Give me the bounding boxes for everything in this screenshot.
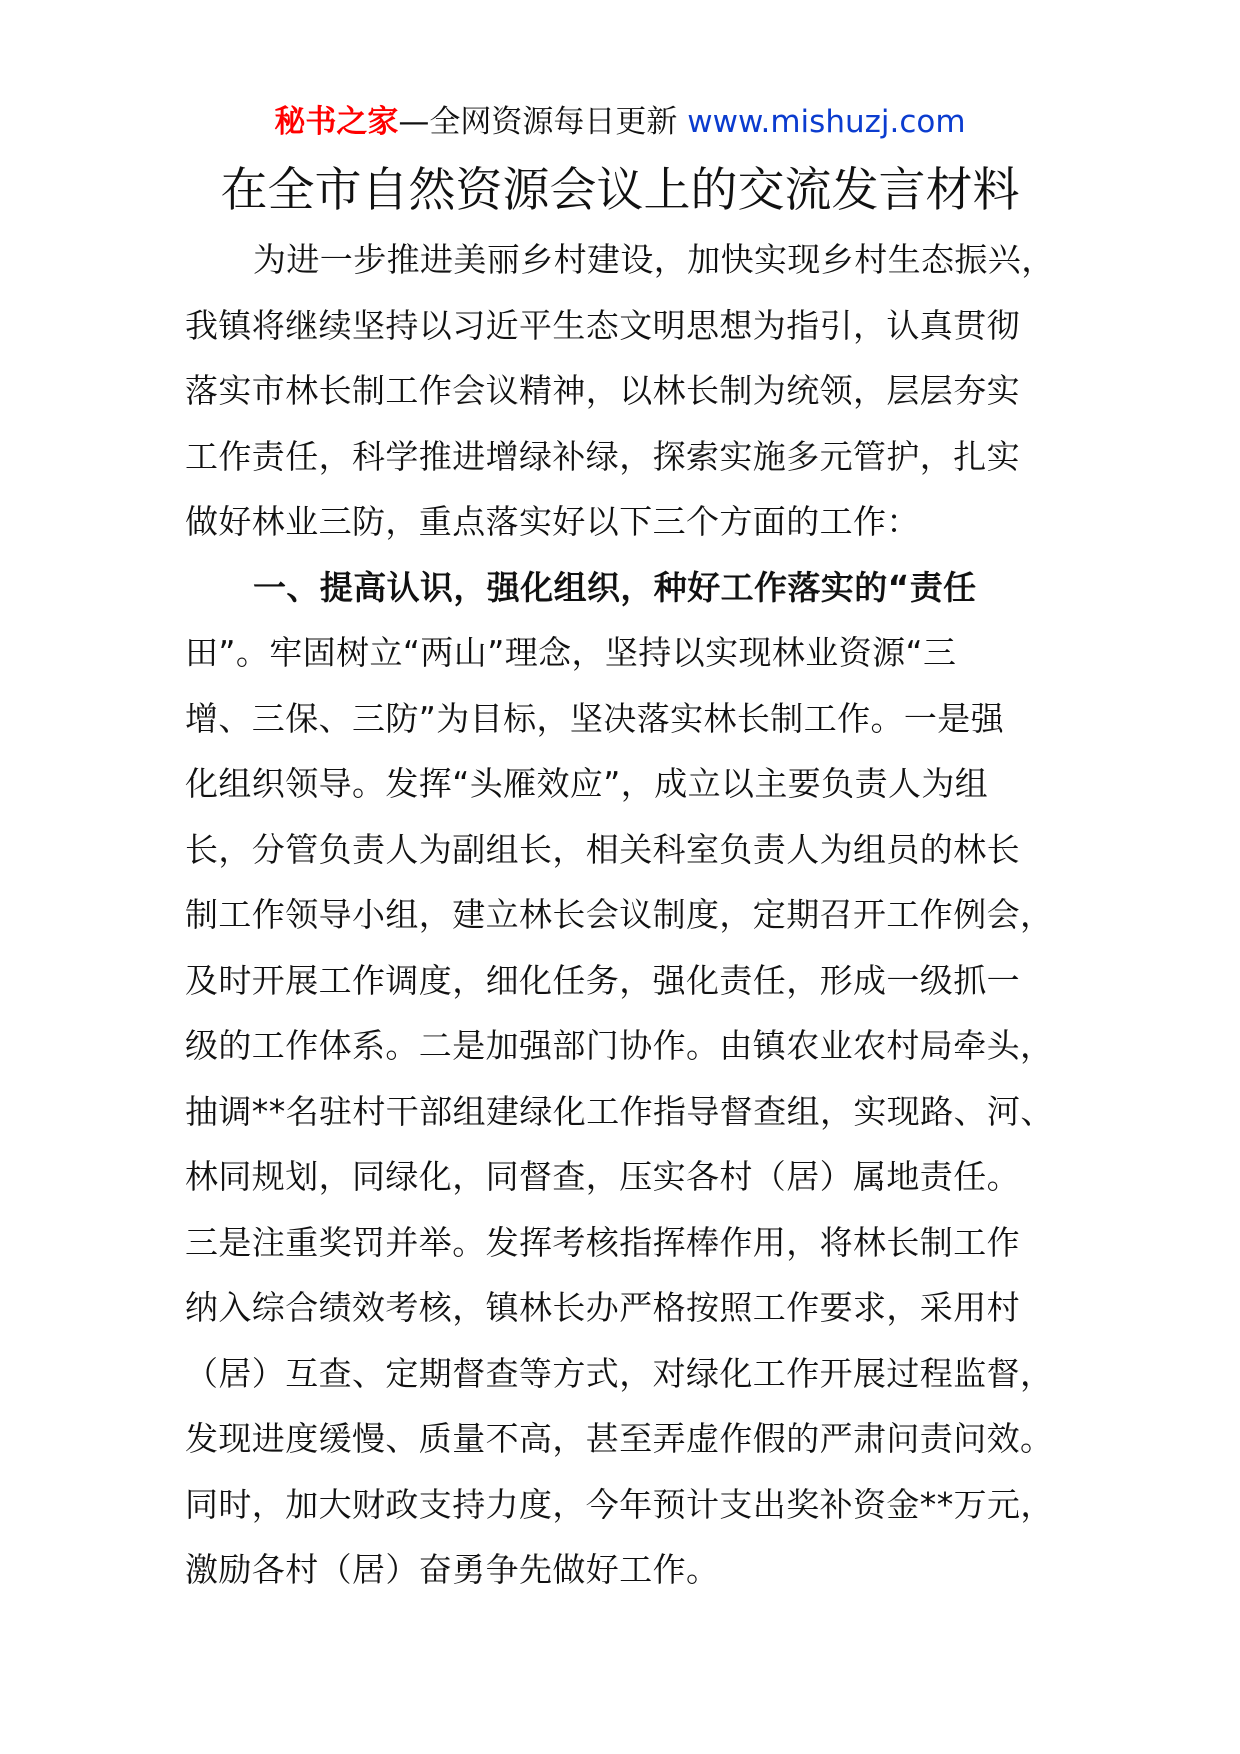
paragraph-line: 激励各村（居）奋勇争先做好工作。 bbox=[185, 1550, 720, 1589]
paragraph-line: 林同规划，同绿化，同督查，压实各村（居）属地责任。 bbox=[185, 1157, 1020, 1196]
paragraph-line: 同时，加大财政支持力度，今年预计支出奖补资金**万元， bbox=[185, 1484, 1054, 1524]
paragraph-line: 抽调**名驻村干部组建绿化工作指导督查组，实现路、河、 bbox=[185, 1091, 1054, 1131]
paragraph-line: 级的工作体系。二是加强部门协作。由镇农业农村局牵头， bbox=[185, 1026, 1054, 1065]
paragraph-line: 工作责任，科学推进增绿补绿，探索实施多元管护，扎实 bbox=[185, 436, 1020, 476]
paragraph-line: 及时开展工作调度，细化任务，强化责任，形成一级抓一 bbox=[185, 960, 1020, 1000]
paragraph-line: 田”。牢固树立“两山”理念，坚持以实现林业资源“三 bbox=[185, 633, 957, 672]
paragraph-line: 三是注重奖罚并举。发挥考核指挥棒作用，将林长制工作 bbox=[185, 1222, 1020, 1262]
document-body bbox=[185, 227, 1057, 1603]
brand-name: 秘书之家 bbox=[274, 104, 399, 140]
paragraph-line: 做好林业三防，重点落实好以下三个方面的工作： bbox=[185, 502, 920, 541]
paragraph-line: 发现进度缓慢、质量不高，甚至弄虚作假的严肃问责问效。 bbox=[185, 1419, 1054, 1458]
paragraph-line: 纳入综合绩效考核，镇林长办严格按照工作要求，采用村 bbox=[185, 1288, 1020, 1327]
site-url-link[interactable]: www.mishuzj.com bbox=[687, 104, 966, 140]
paragraph-line: 制工作领导小组，建立林长会议制度，定期召开工作例会， bbox=[185, 895, 1054, 934]
paragraph-line: 化组织领导。发挥“头雁效应”，成立以主要负责人为组 bbox=[185, 764, 989, 803]
brand-tagline: —全网资源每日更新 bbox=[398, 104, 688, 140]
paragraph-line: 为进一步推进美丽乡村建设，加快实现乡村生态振兴， bbox=[253, 240, 1055, 279]
watermark-header bbox=[0, 100, 1240, 144]
paragraph-line: （居）互查、定期督查等方式，对绿化工作开展过程监督， bbox=[185, 1353, 1054, 1393]
section-heading: 一、提高认识，强化组织，种好工作落实的“责任 bbox=[253, 567, 977, 607]
document-title: 在全市自然资源会议上的交流发言材料 bbox=[220, 163, 1020, 218]
paragraph-line: 我镇将继续坚持以习近平生态文明思想为指引，认真贯彻 bbox=[185, 305, 1020, 345]
paragraph-line: 增、三保、三防”为目标，坚决落实林长制工作。一是强 bbox=[185, 698, 1005, 738]
paragraph-line: 落实市林长制工作会议精神，以林长制为统领，层层夯实 bbox=[185, 371, 1020, 410]
paragraph-line: 长，分管负责人为副组长，相关科室负责人为组员的林长 bbox=[185, 829, 1020, 869]
